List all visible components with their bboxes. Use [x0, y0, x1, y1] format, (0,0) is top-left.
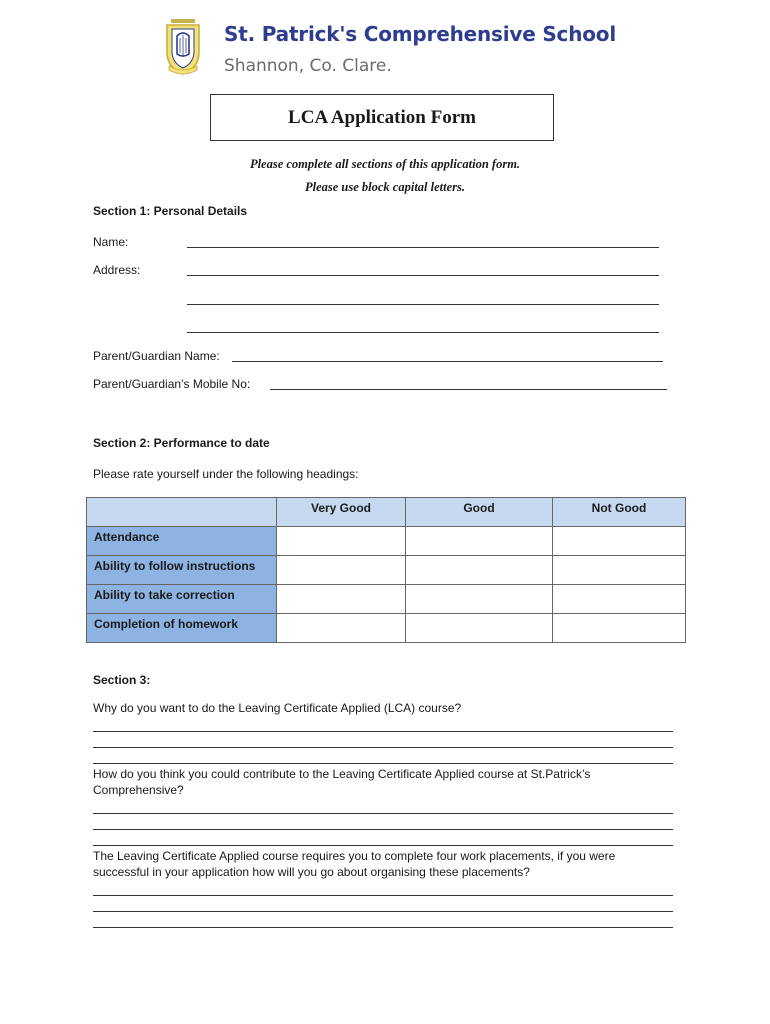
table-corner-cell [87, 498, 277, 527]
form-title: LCA Application Form [288, 106, 476, 128]
parent-name-label: Parent/Guardian Name: [93, 349, 220, 363]
rating-cell-attendance-good[interactable] [406, 527, 553, 556]
answer-3-line-1[interactable] [93, 895, 673, 896]
rating-cell-attendance-very-good[interactable] [277, 527, 406, 556]
answer-2-line-2[interactable] [93, 829, 673, 830]
school-location: Shannon, Co. Clare. [224, 56, 392, 76]
answer-1-line-2[interactable] [93, 747, 673, 748]
question-3-line-2: successful in your application how will you go about organising these placements? [93, 865, 530, 879]
parent-mobile-field[interactable] [270, 389, 667, 390]
parent-name-field[interactable] [232, 361, 663, 362]
table-row [87, 556, 686, 585]
name-field[interactable] [187, 247, 659, 248]
row-label-take-correction: Ability to take correction [87, 585, 277, 614]
answer-1-line-1[interactable] [93, 731, 673, 732]
form-title-box [210, 94, 554, 141]
name-label: Name: [93, 235, 129, 249]
column-header-very-good: Very Good [277, 498, 406, 527]
address-field-line-1[interactable] [187, 275, 659, 276]
row-label-follow-instructions: Ability to follow instructions [87, 556, 277, 585]
rating-cell-homework-not-good[interactable] [553, 614, 686, 643]
rating-cell-attendance-not-good[interactable] [553, 527, 686, 556]
table-row [87, 614, 686, 643]
rating-cell-instructions-good[interactable] [406, 556, 553, 585]
instruction-line-2: Please use block capital letters. [304, 180, 466, 194]
school-name: St. Patrick's Comprehensive School [224, 22, 616, 46]
answer-2-line-1[interactable] [93, 813, 673, 814]
rating-cell-homework-good[interactable] [406, 614, 553, 643]
table-row [87, 585, 686, 614]
section2-intro: Please rate yourself under the following headings: [93, 467, 359, 481]
question-3-line-1: The Leaving Certificate Applied course requires you to complete four work placements, if you were [93, 849, 616, 863]
question-1: Why do you want to do the Leaving Certificate Applied (LCA) course? [93, 701, 462, 715]
address-field-line-2[interactable] [187, 304, 659, 305]
question-2-line-2: Comprehensive? [93, 783, 184, 797]
rating-table [86, 497, 686, 643]
rating-cell-correction-very-good[interactable] [277, 585, 406, 614]
instruction-line-1: Please complete all sections of this application form. [249, 157, 521, 171]
school-crest-icon [163, 18, 203, 76]
table-header-row [87, 498, 686, 527]
column-header-not-good: Not Good [553, 498, 686, 527]
address-field-line-3[interactable] [187, 332, 659, 333]
question-2-line-1: How do you think you could contribute to the Leaving Certificate Applied course at St.Patrick’s [93, 767, 591, 781]
row-label-attendance: Attendance [87, 527, 277, 556]
section3-heading: Section 3: [93, 673, 151, 687]
section2-heading: Section 2: Performance to date [93, 436, 270, 450]
rating-cell-instructions-very-good[interactable] [277, 556, 406, 585]
rating-cell-correction-good[interactable] [406, 585, 553, 614]
table-row [87, 527, 686, 556]
column-header-good: Good [406, 498, 553, 527]
rating-cell-instructions-not-good[interactable] [553, 556, 686, 585]
rating-cell-homework-very-good[interactable] [277, 614, 406, 643]
section1-heading: Section 1: Personal Details [93, 204, 248, 218]
answer-2-line-3[interactable] [93, 845, 673, 846]
row-label-homework: Completion of homework [87, 614, 277, 643]
answer-3-line-2[interactable] [93, 911, 673, 912]
rating-cell-correction-not-good[interactable] [553, 585, 686, 614]
parent-mobile-label: Parent/Guardian’s Mobile No: [93, 377, 251, 391]
answer-1-line-3[interactable] [93, 763, 673, 764]
answer-3-line-3[interactable] [93, 927, 673, 928]
address-label: Address: [93, 263, 141, 277]
